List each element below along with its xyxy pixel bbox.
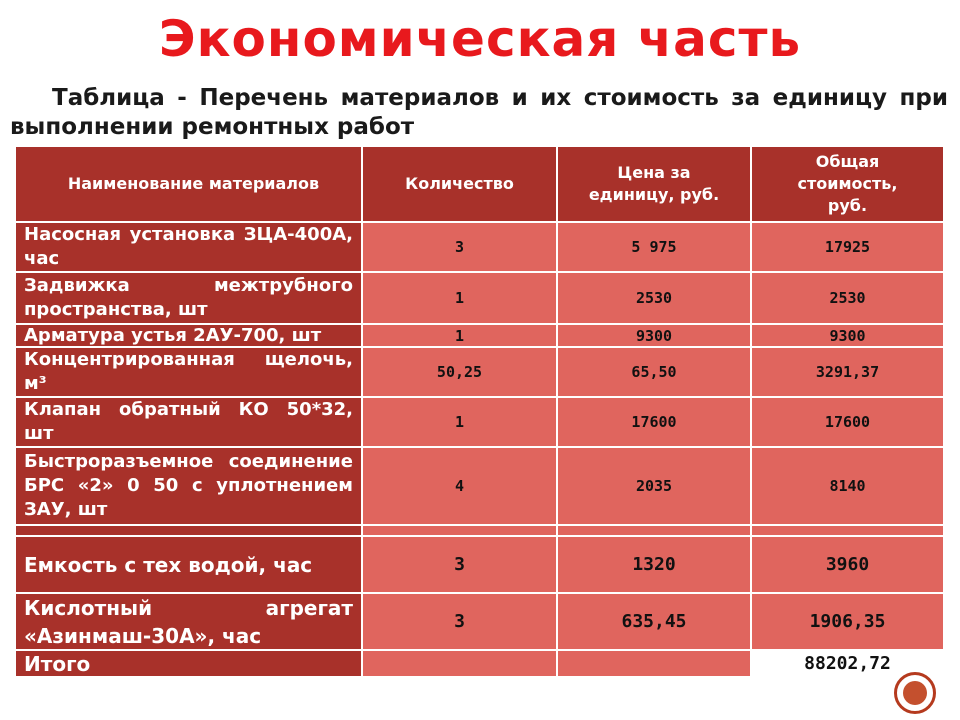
header-quantity: Количество xyxy=(362,146,557,222)
row-total: 8140 xyxy=(751,447,944,525)
row-qty: 3 xyxy=(362,222,557,272)
row-name: Емкость с тех водой, час xyxy=(15,536,362,593)
header-total-cost: Общая стоимость, руб. xyxy=(751,146,944,222)
row-qty: 1 xyxy=(362,272,557,324)
clipped-row xyxy=(362,525,557,536)
row-name: Насосная установка ЗЦА-400А, час xyxy=(15,222,362,272)
row-price: 65,50 xyxy=(557,347,751,397)
table-caption: Таблица - Перечень материалов и их стоимость за единицу при выполнении ремонтных работ xyxy=(10,85,948,140)
row-price: 5 975 xyxy=(557,222,751,272)
row-name: Арматура устья 2АУ-700, шт xyxy=(15,324,362,347)
row-price: 2530 xyxy=(557,272,751,324)
row-qty: 1 xyxy=(362,324,557,347)
row-total: 17925 xyxy=(751,222,944,272)
row-qty: 3 xyxy=(362,593,557,650)
row-qty: 1 xyxy=(362,397,557,447)
row-name: Концентрированная щелочь, м³ xyxy=(15,347,362,397)
materials-table xyxy=(15,146,944,677)
row-total: 9300 xyxy=(751,324,944,347)
row-price: 9300 xyxy=(557,324,751,347)
clipped-row xyxy=(15,525,362,536)
slide-title: Экономическая часть xyxy=(158,10,802,68)
row-qty: 3 xyxy=(362,536,557,593)
total-empty-cell xyxy=(557,650,751,677)
header-name: Наименование материалов xyxy=(15,146,362,222)
header-unit-price: Цена за единицу, руб. xyxy=(557,146,751,222)
row-name: Клапан обратный КО 50*32, шт xyxy=(15,397,362,447)
row-qty: 50,25 xyxy=(362,347,557,397)
row-name: Кислотный агрегат «Азинмаш-30А», час xyxy=(15,593,362,650)
row-price: 635,45 xyxy=(557,593,751,650)
row-name: Быстроразъемное соединение БРС «2» 0 50 с уплотнением ЗАУ, шт xyxy=(15,447,362,525)
total-empty-cell xyxy=(362,650,557,677)
row-qty: 4 xyxy=(362,447,557,525)
total-label: Итого xyxy=(15,650,362,677)
row-total: 1906,35 xyxy=(751,593,944,650)
clipped-row xyxy=(557,525,751,536)
row-price: 17600 xyxy=(557,397,751,447)
row-total: 2530 xyxy=(751,272,944,324)
row-total: 17600 xyxy=(751,397,944,447)
row-price: 2035 xyxy=(557,447,751,525)
row-price: 1320 xyxy=(557,536,751,593)
decorative-circle-icon xyxy=(894,672,936,714)
row-total: 3960 xyxy=(751,536,944,593)
row-total: 3291,37 xyxy=(751,347,944,397)
total-value: 88202,72 xyxy=(751,650,944,677)
clipped-row xyxy=(751,525,944,536)
row-name: Задвижка межтрубного пространства, шт xyxy=(15,272,362,324)
